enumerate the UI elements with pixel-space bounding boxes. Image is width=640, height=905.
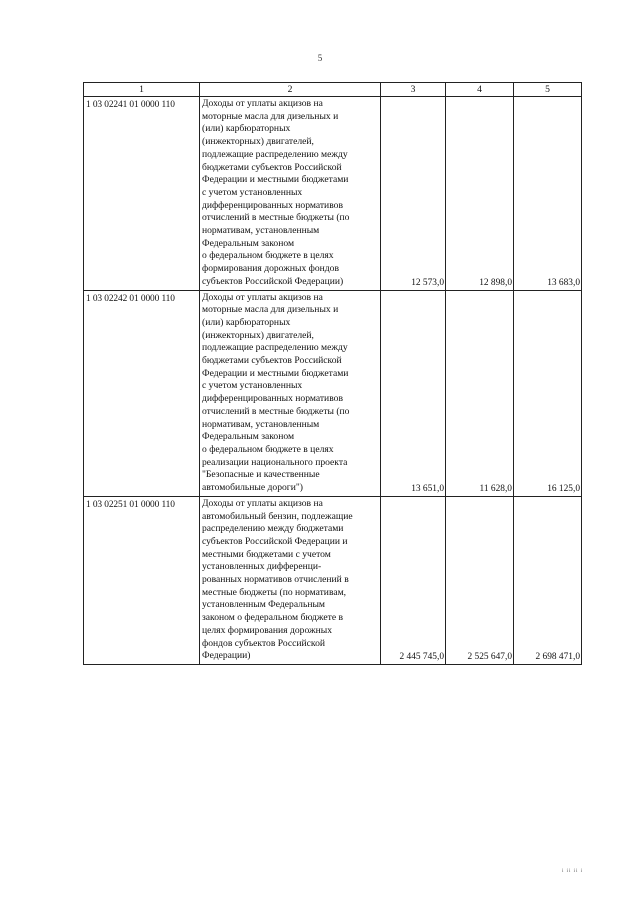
revenue-name-line: установленным Федеральным (202, 599, 325, 611)
revenue-name-line: автомобильный бензин, подлежащие (202, 510, 353, 522)
revenue-name-line: отчислений в местные бюджеты (по (202, 212, 350, 224)
revenue-name-line: формирования дорожных фондов (202, 263, 339, 275)
revenue-name-line: реализации национального проекта (202, 456, 348, 468)
revenue-name-line: с учетом установленных (202, 380, 303, 392)
revenue-name-line: (инжекторных) двигателей, (202, 136, 314, 148)
amount-cell-col-3: 2 445 745,0 (381, 496, 446, 664)
revenue-name-line: бюджетами субъектов Российской (202, 161, 342, 173)
amount-cell-col-5: 2 698 471,0 (514, 496, 582, 664)
revenue-name-line: подлежащие распределению между (202, 148, 348, 160)
revenue-name-line: нормативам, установленным (202, 418, 320, 430)
table-row (84, 496, 582, 664)
revenue-name-line: автомобильные дороги") (202, 482, 303, 494)
revenue-name-cell (200, 496, 381, 664)
revenue-name-line: законом о федеральном бюджете в (202, 612, 344, 624)
revenue-name-line: распределению между бюджетами (202, 523, 344, 535)
revenue-name-line: Доходы от уплаты акцизов на (202, 291, 323, 303)
revenue-name-line: отчислений в местные бюджеты (по (202, 405, 350, 417)
revenue-name-line: моторные масла для дизельных и (202, 110, 339, 122)
revenue-name-line: Федерации) (202, 650, 251, 662)
amount-cell-col-4: 12 898,0 (446, 97, 514, 291)
revenue-name-line: фондов субъектов Российской (202, 637, 326, 649)
revenue-name-line: Федеральным законом (202, 431, 295, 443)
revenue-name-line: Доходы от уплаты акцизов на (202, 98, 323, 109)
revenue-name-line: целях формирования дорожных (202, 624, 333, 636)
revenue-name-line: местными бюджетами с учетом (202, 548, 331, 560)
revenue-code-cell: 1 03 02251 01 0000 110 (84, 496, 200, 664)
revenue-name-line: о федеральном бюджете в целях (202, 250, 334, 262)
revenue-name-line: Федерации и местными бюджетами (202, 174, 349, 186)
revenue-name-line: бюджетами субъектов Российской (202, 355, 342, 367)
revenue-name-line: Доходы от уплаты акцизов на (202, 497, 323, 509)
revenue-name-line: дифференцированных нормативов (202, 199, 343, 211)
revenue-code-cell: 1 03 02241 01 0000 110 (84, 97, 200, 291)
amount-cell-col-3: 12 573,0 (381, 97, 446, 291)
header-col-2: 2 (200, 83, 381, 97)
revenue-name-cell (200, 97, 381, 291)
revenue-name-line: рованных нормативов отчислений в (202, 574, 349, 586)
revenue-name-line: местные бюджеты (по нормативам, (202, 586, 347, 598)
table-row (84, 97, 582, 291)
revenue-name-line: (инжекторных) двигателей, (202, 329, 314, 341)
amount-cell-col-4: 11 628,0 (446, 290, 514, 496)
revenue-name-line: моторные масла для дизельных и (202, 304, 339, 316)
header-col-3: 3 (381, 83, 446, 97)
revenue-code-cell: 1 03 02242 01 0000 110 (84, 290, 200, 496)
revenue-name-line: о федеральном бюджете в целях (202, 443, 334, 455)
budget-revenue-table (83, 82, 582, 665)
header-col-1: 1 (84, 83, 200, 97)
revenue-name-line: Федерации и местными бюджетами (202, 367, 349, 379)
revenue-name-cell (200, 290, 381, 496)
page-number: 5 (317, 53, 323, 63)
revenue-name-line: субъектов Российской Федерации) (202, 275, 344, 287)
revenue-name-line: "Безопасные и качественные (202, 469, 320, 481)
table-row (84, 290, 582, 496)
revenue-name-line: (или) карбюраторных (202, 123, 291, 135)
footer-mark: i ii ii i (562, 869, 584, 874)
amount-cell-col-5: 13 683,0 (514, 97, 582, 291)
revenue-name-line: (или) карбюраторных (202, 316, 291, 328)
revenue-name-line: дифференцированных нормативов (202, 393, 343, 405)
revenue-name-line: субъектов Российской Федерации и (202, 535, 348, 547)
header-col-5: 5 (514, 83, 582, 97)
revenue-name-line: нормативам, установленным (202, 225, 320, 237)
revenue-name-line: установленных дифференци- (202, 561, 322, 573)
revenue-name-line: подлежащие распределению между (202, 342, 348, 354)
amount-cell-col-5: 16 125,0 (514, 290, 582, 496)
table-header-row (84, 83, 582, 97)
revenue-name-line: с учетом установленных (202, 186, 303, 198)
header-col-4: 4 (446, 83, 514, 97)
amount-cell-col-4: 2 525 647,0 (446, 496, 514, 664)
revenue-name-line: Федеральным законом (202, 237, 295, 249)
amount-cell-col-3: 13 651,0 (381, 290, 446, 496)
